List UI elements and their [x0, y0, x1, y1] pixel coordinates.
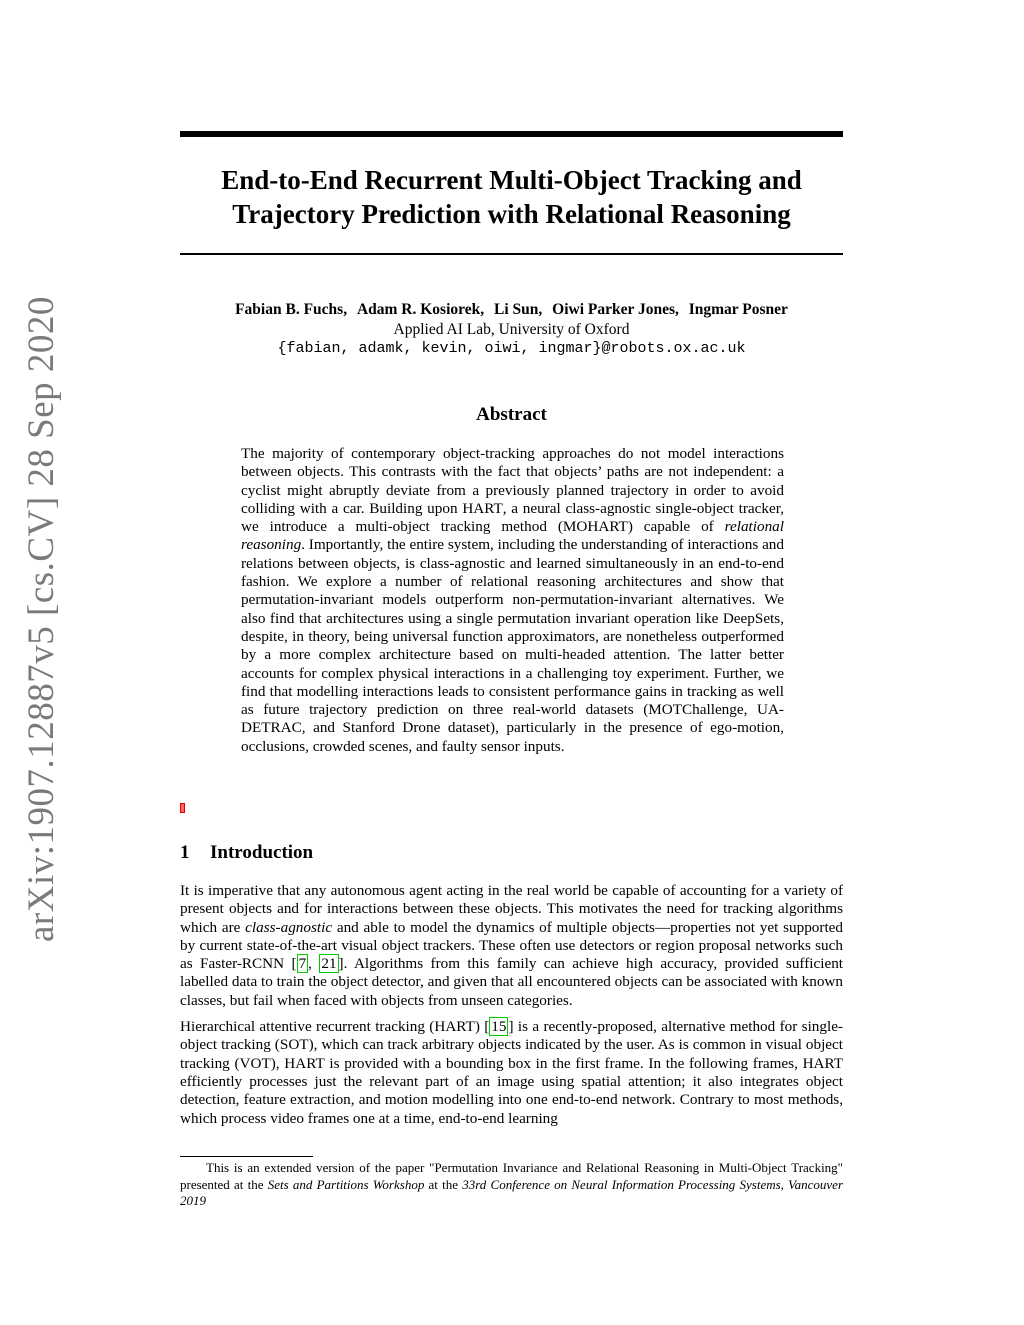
citation-link-7[interactable]: 7	[298, 955, 307, 973]
title-line-1: End-to-End Recurrent Multi-Object Tracking and	[221, 165, 802, 195]
affiliation: Applied AI Lab, University of Oxford	[393, 321, 630, 338]
title-bottom-rule	[180, 253, 843, 255]
citation-link-15[interactable]: 15	[491, 1018, 507, 1036]
sot-acronym: SOT	[279, 1036, 309, 1054]
footnote-text: This is an extended version of the paper "Permutation Invariance and Relational Reasoning in Multi-Object Tracking" presented at the	[180, 1160, 843, 1192]
vot-acronym: VOT	[239, 1054, 271, 1072]
arxiv-identifier: arXiv:1907.12887v5 [cs.CV] 28 Sep 2020	[21, 296, 62, 942]
abstract-text: . Importantly, the entire system, including the understanding of interactions and relations between objects, is class-agnostic and learned simultaneously in an end-to-end fashion. We explore a number of relational reasoning architectures and show that permutation-invariant models outperform non-permutation-invariant alternatives. We also find that architectures using a single permutation invariant operation like DeepSets, despite, in theory, being universal function approximators, are nonetheless outperformed by a more complex architecture based on multi-headed attention. The latter better accounts for complex physical interactions in a challenging toy experiment. Further, we find that modelling interactions leads to consistent performance gains in tracking as well as future trajectory prediction on three real-world datasets (MOTChallenge, UA-DETRAC, and Stanford Drone dataset), particularly in the presence of ego-motion, occlusions, crowded scenes, and faulty sensor inputs.	[241, 536, 784, 755]
paragraph-text: ), which can track arbitrary objects indicated by the user. As is common in visual object tracking (	[180, 1036, 843, 1072]
rcnn-acronym: RCNN	[241, 955, 285, 973]
paragraph-text: efficiently processes just the relevant part of an image using spatial attention; it also integrates object detection, feature extraction, and motion modelling into one end-to-end network. Contrary to most methods, which process video frames one at a time, end-to-end learning	[180, 1072, 843, 1127]
footnote-text: at the	[424, 1176, 463, 1192]
class-agnostic-term: class-agnostic	[245, 918, 333, 936]
author-name: Adam R. Kosiorek,	[356, 301, 485, 318]
author-name: Oiwi Parker Jones,	[552, 301, 679, 318]
author-name: Fabian B. Fuchs,	[235, 301, 348, 318]
paragraph-text: Hierarchical attentive recurrent tracking (	[180, 1018, 435, 1036]
link-marker	[180, 803, 185, 813]
title-line-2: Trajectory Prediction with Relational Reasoning	[232, 199, 791, 229]
title-top-rule	[180, 131, 843, 137]
paragraph-text: It is imperative that any autonomous agent acting in the real world be capable of accounting for a variety of present objects and for interactions between these objects. This motivates the need for tracking algorithms which are	[180, 882, 843, 936]
relational-reasoning-term: relational reasoning	[241, 518, 784, 554]
abstract-body	[241, 445, 784, 756]
author-emails: {fabian, adamk, kevin, oiwi, ingmar}@robots.ox.ac.uk	[277, 340, 746, 357]
hart-acronym: HART	[284, 1054, 325, 1072]
paragraph-text: and able to model the dynamics of multiple objects—properties not yet supported by current state-of-the-art visual object trackers. These often use detectors or region proposal networks such as Faster-	[180, 918, 843, 973]
mohart-acronym: MOHART	[562, 518, 628, 536]
paragraph-text: is provided with a bounding box in the first frame. In the following frames,	[324, 1054, 803, 1072]
paragraph-text: ) [	[474, 1018, 490, 1036]
paragraph-text: ,	[308, 955, 320, 973]
abstract-heading: Abstract	[476, 404, 547, 425]
section-heading-introduction	[180, 841, 843, 865]
paper-title	[180, 163, 843, 231]
paragraph-text: ]. Algorithms from this family can achieve high accuracy, provided sufficient labelled data to train the object detector, and given that all encountered objects can be associated with known classes, but fail when faced with objects from unseen categories.	[180, 955, 844, 1009]
paragraph-text: [	[284, 955, 297, 973]
intro-paragraph-2	[180, 1018, 843, 1128]
workshop-name: Sets and Partitions Workshop	[267, 1176, 425, 1192]
abstract-text: , a neural class-agnostic single-object tracker, we introduce a multi-object tracking method (	[241, 499, 784, 536]
author-name: Ingmar Posner	[688, 301, 788, 318]
section-number: 1	[180, 842, 190, 863]
intro-paragraph-1	[180, 882, 843, 1010]
citation-link-21[interactable]: 21	[321, 955, 337, 973]
author-list	[180, 300, 843, 320]
paragraph-text: ] is a recently-proposed, alternative method for single-object tracking (	[180, 1018, 843, 1054]
footnote	[180, 1160, 843, 1210]
paragraph-text: ),	[270, 1054, 285, 1072]
abstract-text: The majority of contemporary object-tracking approaches do not model interactions between objects. This contrasts with the fact that objects’ paths are not independent: a cyclist might abruptly deviate from a previously planned trajectory in order to avoid colliding with a car. Building upon	[241, 445, 784, 517]
hart-acronym: HART	[462, 499, 503, 517]
introduction-body	[180, 882, 843, 1136]
abstract-text: ) capable of	[627, 518, 725, 536]
hart-acronym: HART	[802, 1054, 844, 1072]
conference-name: 33rd Conference on Neural Information Processing Systems, Vancouver 2019	[180, 1176, 844, 1208]
hart-acronym: HART	[434, 1018, 475, 1036]
section-title: Introduction	[210, 842, 314, 863]
author-name: Li Sun,	[494, 301, 543, 318]
footnote-rule	[180, 1156, 313, 1157]
